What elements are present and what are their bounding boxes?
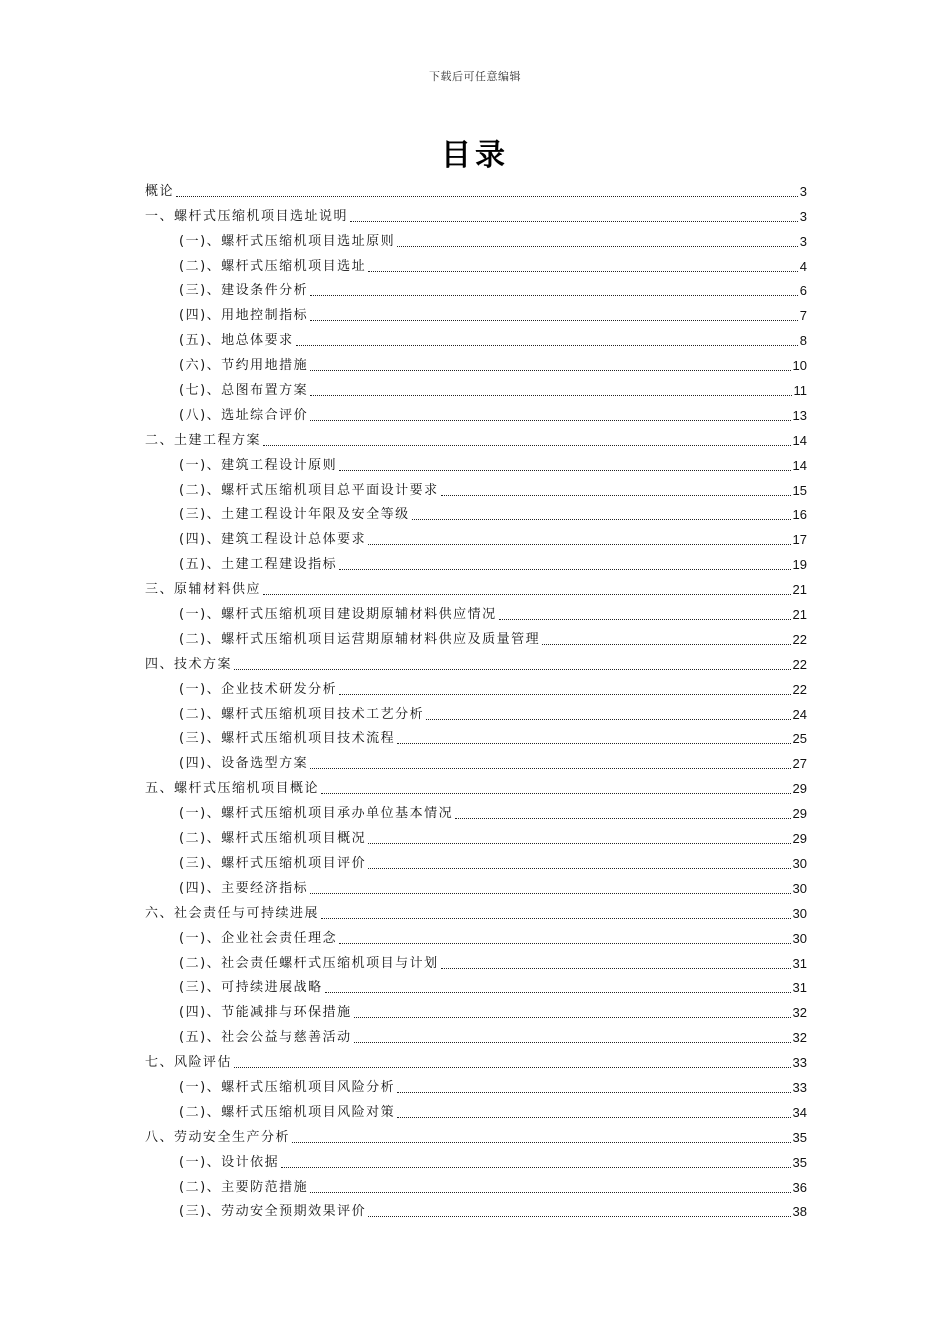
toc-dot-leader xyxy=(455,818,790,819)
toc-entry-title: (四)、主要经济指标 xyxy=(179,880,309,896)
toc-dot-leader xyxy=(368,544,790,545)
toc-subsection-entry[interactable] xyxy=(145,724,807,749)
toc-dot-leader xyxy=(426,719,790,720)
toc-entry-title: (二)、主要防范措施 xyxy=(179,1179,309,1195)
toc-subsection-entry[interactable] xyxy=(145,923,807,948)
toc-entry-title: (一)、企业技术研发分析 xyxy=(179,681,338,697)
toc-section-entry[interactable] xyxy=(145,649,807,674)
toc-dot-leader xyxy=(310,1192,790,1193)
toc-dot-leader xyxy=(321,793,791,794)
toc-entry-title: (一)、螺杆式压缩机项目承办单位基本情况 xyxy=(179,806,454,822)
toc-dot-leader xyxy=(310,370,790,371)
toc-entry-title: (二)、螺杆式压缩机项目选址 xyxy=(179,258,367,274)
toc-entry-page-number: 30 xyxy=(792,880,807,896)
toc-entry-title: (三)、螺杆式压缩机项目技术流程 xyxy=(179,731,396,747)
toc-entry-page-number: 3 xyxy=(799,208,807,224)
toc-entry-title: (三)、螺杆式压缩机项目评价 xyxy=(179,855,367,871)
toc-entry-title: (二)、螺杆式压缩机项目运营期原辅材料供应及质量管理 xyxy=(179,631,541,647)
toc-entry-page-number: 25 xyxy=(792,731,807,747)
toc-entry-page-number: 33 xyxy=(792,1079,807,1095)
toc-entry-page-number: 32 xyxy=(792,1030,807,1046)
toc-entry-title: (八)、选址综合评价 xyxy=(179,407,309,423)
toc-dot-leader xyxy=(397,246,798,247)
toc-entry-title: 七、风险评估 xyxy=(145,1055,233,1071)
toc-subsection-entry[interactable] xyxy=(145,500,807,525)
toc-entry-title: (四)、用地控制指标 xyxy=(179,308,309,324)
toc-dot-leader xyxy=(310,395,791,396)
toc-subsection-entry[interactable] xyxy=(145,1072,807,1097)
toc-dot-leader xyxy=(321,918,791,919)
toc-subsection-entry[interactable] xyxy=(145,599,807,624)
table-of-contents xyxy=(145,176,807,1221)
toc-section-entry[interactable] xyxy=(145,898,807,923)
toc-entry-page-number: 10 xyxy=(792,358,807,374)
toc-entry-page-number: 22 xyxy=(792,656,807,672)
toc-entry-page-number: 29 xyxy=(792,781,807,797)
toc-section-entry[interactable] xyxy=(145,773,807,798)
toc-subsection-entry[interactable] xyxy=(145,549,807,574)
toc-subsection-entry[interactable] xyxy=(145,251,807,276)
toc-entry-title: (一)、设计依据 xyxy=(179,1154,280,1170)
toc-entry-page-number: 27 xyxy=(792,756,807,772)
toc-dot-leader xyxy=(339,694,790,695)
toc-entry-page-number: 21 xyxy=(792,607,807,623)
toc-entry-title: 一、螺杆式压缩机项目选址说明 xyxy=(145,208,349,224)
toc-entry-page-number: 34 xyxy=(792,1104,807,1120)
toc-entry-page-number: 36 xyxy=(792,1179,807,1195)
toc-entry-page-number: 15 xyxy=(792,482,807,498)
toc-entry-title: (一)、螺杆式压缩机项目选址原则 xyxy=(179,233,396,249)
toc-dot-leader xyxy=(397,743,790,744)
toc-dot-leader xyxy=(292,1142,791,1143)
toc-subsection-entry[interactable] xyxy=(145,973,807,998)
toc-entry-title: (五)、土建工程建设指标 xyxy=(179,557,338,573)
toc-dot-leader xyxy=(339,943,790,944)
toc-entry-title: (三)、可持续进展战略 xyxy=(179,980,323,996)
toc-subsection-entry[interactable] xyxy=(145,300,807,325)
toc-dot-leader xyxy=(281,1167,790,1168)
toc-subsection-entry[interactable] xyxy=(145,475,807,500)
toc-entry-page-number: 35 xyxy=(792,1154,807,1170)
toc-dot-leader xyxy=(354,1042,791,1043)
toc-dot-leader xyxy=(542,644,790,645)
toc-dot-leader xyxy=(310,893,790,894)
toc-entry-page-number: 19 xyxy=(792,557,807,573)
toc-subsection-entry[interactable] xyxy=(145,1097,807,1122)
toc-subsection-entry[interactable] xyxy=(145,226,807,251)
toc-entry-page-number: 22 xyxy=(792,681,807,697)
toc-section-entry[interactable] xyxy=(145,425,807,450)
toc-entry-page-number: 14 xyxy=(792,432,807,448)
toc-section-entry[interactable] xyxy=(145,1047,807,1072)
toc-entry-title: 四、技术方案 xyxy=(145,656,233,672)
toc-section-entry[interactable] xyxy=(145,201,807,226)
toc-entry-title: (六)、节约用地措施 xyxy=(179,358,309,374)
toc-entry-title: (四)、建筑工程设计总体要求 xyxy=(179,532,367,548)
toc-entry-page-number: 6 xyxy=(799,283,807,299)
toc-entry-title: (二)、社会责任螺杆式压缩机项目与计划 xyxy=(179,955,439,971)
toc-dot-leader xyxy=(263,445,791,446)
toc-subsection-entry[interactable] xyxy=(145,848,807,873)
toc-entry-title: (五)、社会公益与慈善活动 xyxy=(179,1030,352,1046)
toc-subsection-entry[interactable] xyxy=(145,400,807,425)
toc-subsection-entry[interactable] xyxy=(145,823,807,848)
toc-subsection-entry[interactable] xyxy=(145,276,807,301)
toc-subsection-entry[interactable] xyxy=(145,450,807,475)
toc-entry-page-number: 29 xyxy=(792,831,807,847)
toc-entry-page-number: 35 xyxy=(792,1129,807,1145)
toc-entry-page-number: 30 xyxy=(792,905,807,921)
toc-entry-page-number: 16 xyxy=(792,507,807,523)
toc-subsection-entry[interactable] xyxy=(145,375,807,400)
toc-entry-page-number: 30 xyxy=(792,930,807,946)
toc-dot-leader xyxy=(310,768,790,769)
toc-entry-title: (一)、螺杆式压缩机项目建设期原辅材料供应情况 xyxy=(179,607,497,623)
toc-entry-page-number: 8 xyxy=(799,333,807,349)
toc-title: 目录 xyxy=(441,138,509,173)
toc-entry-page-number: 3 xyxy=(799,233,807,249)
toc-entry-page-number: 3 xyxy=(799,183,807,199)
toc-subsection-entry[interactable] xyxy=(145,325,807,350)
toc-entry-page-number: 24 xyxy=(792,706,807,722)
toc-entry-page-number: 30 xyxy=(792,855,807,871)
toc-dot-leader xyxy=(368,1216,790,1217)
toc-entry-title: (二)、螺杆式压缩机项目总平面设计要求 xyxy=(179,482,439,498)
toc-dot-leader xyxy=(263,594,791,595)
toc-dot-leader xyxy=(441,968,791,969)
toc-subsection-entry[interactable] xyxy=(145,873,807,898)
toc-entry-title: 三、原辅材料供应 xyxy=(145,582,262,598)
toc-subsection-entry[interactable] xyxy=(145,524,807,549)
toc-entry-title: (四)、节能减排与环保措施 xyxy=(179,1005,352,1021)
toc-entry-page-number: 21 xyxy=(792,582,807,598)
toc-subsection-entry[interactable] xyxy=(145,1172,807,1197)
toc-entry-page-number: 38 xyxy=(792,1204,807,1220)
toc-entry-title: (三)、土建工程设计年限及安全等级 xyxy=(179,507,410,523)
toc-entry-page-number: 29 xyxy=(792,806,807,822)
toc-entry-page-number: 32 xyxy=(792,1005,807,1021)
toc-entry-title: 五、螺杆式压缩机项目概论 xyxy=(145,781,320,797)
page-header-note: 下载后可任意编辑 xyxy=(429,70,521,83)
toc-subsection-entry[interactable] xyxy=(145,350,807,375)
toc-dot-leader xyxy=(350,221,798,222)
toc-dot-leader xyxy=(310,320,798,321)
toc-entry-title: (三)、建设条件分析 xyxy=(179,283,309,299)
toc-subsection-entry[interactable] xyxy=(145,798,807,823)
toc-subsection-entry[interactable] xyxy=(145,748,807,773)
toc-dot-leader xyxy=(397,1092,790,1093)
toc-dot-leader xyxy=(296,345,798,346)
toc-entry-page-number: 14 xyxy=(792,457,807,473)
toc-subsection-entry[interactable] xyxy=(145,1147,807,1172)
toc-dot-leader xyxy=(234,1067,791,1068)
toc-entry-title: 概论 xyxy=(145,183,175,199)
toc-entry-title: (一)、螺杆式压缩机项目风险分析 xyxy=(179,1079,396,1095)
toc-dot-leader xyxy=(310,420,790,421)
toc-entry-page-number: 31 xyxy=(792,980,807,996)
toc-dot-leader xyxy=(397,1117,790,1118)
toc-entry-title: (一)、建筑工程设计原则 xyxy=(179,457,338,473)
toc-dot-leader xyxy=(234,669,791,670)
toc-entry-page-number: 13 xyxy=(792,407,807,423)
toc-entry-title: (一)、企业社会责任理念 xyxy=(179,930,338,946)
toc-entry-title: 二、土建工程方案 xyxy=(145,432,262,448)
toc-entry-title: (五)、地总体要求 xyxy=(179,333,294,349)
toc-subsection-entry[interactable] xyxy=(145,948,807,973)
toc-entry-title: (二)、螺杆式压缩机项目风险对策 xyxy=(179,1104,396,1120)
toc-entry-title: (二)、螺杆式压缩机项目概况 xyxy=(179,831,367,847)
toc-dot-leader xyxy=(368,868,790,869)
toc-entry-page-number: 31 xyxy=(792,955,807,971)
toc-entry-page-number: 17 xyxy=(792,532,807,548)
toc-entry-page-number: 7 xyxy=(799,308,807,324)
toc-entry-title: (七)、总图布置方案 xyxy=(179,383,309,399)
toc-subsection-entry[interactable] xyxy=(145,997,807,1022)
toc-subsection-entry[interactable] xyxy=(145,1197,807,1222)
toc-subsection-entry[interactable] xyxy=(145,674,807,699)
toc-subsection-entry[interactable] xyxy=(145,1022,807,1047)
toc-subsection-entry[interactable] xyxy=(145,624,807,649)
toc-dot-leader xyxy=(339,470,790,471)
toc-dot-leader xyxy=(412,519,791,520)
toc-dot-leader xyxy=(176,196,798,197)
toc-dot-leader xyxy=(368,843,790,844)
toc-subsection-entry[interactable] xyxy=(145,699,807,724)
toc-entry-page-number: 4 xyxy=(799,258,807,274)
toc-entry-page-number: 22 xyxy=(792,631,807,647)
toc-entry-title: 八、劳动安全生产分析 xyxy=(145,1129,291,1145)
toc-section-entry[interactable] xyxy=(145,574,807,599)
toc-dot-leader xyxy=(325,992,791,993)
toc-entry-title: (三)、劳动安全预期效果评价 xyxy=(179,1204,367,1220)
toc-entry-title: (四)、设备选型方案 xyxy=(179,756,309,772)
toc-dot-leader xyxy=(310,295,798,296)
toc-entry-page-number: 33 xyxy=(792,1055,807,1071)
toc-entry-title: (二)、螺杆式压缩机项目技术工艺分析 xyxy=(179,706,425,722)
toc-dot-leader xyxy=(354,1017,791,1018)
toc-dot-leader xyxy=(499,619,791,620)
toc-dot-leader xyxy=(339,569,790,570)
toc-entry-page-number: 11 xyxy=(793,383,807,399)
toc-entry-title: 六、社会责任与可持续进展 xyxy=(145,905,320,921)
toc-section-entry[interactable] xyxy=(145,1122,807,1147)
toc-dot-leader xyxy=(441,495,791,496)
toc-section-entry[interactable] xyxy=(145,176,807,201)
toc-dot-leader xyxy=(368,271,798,272)
